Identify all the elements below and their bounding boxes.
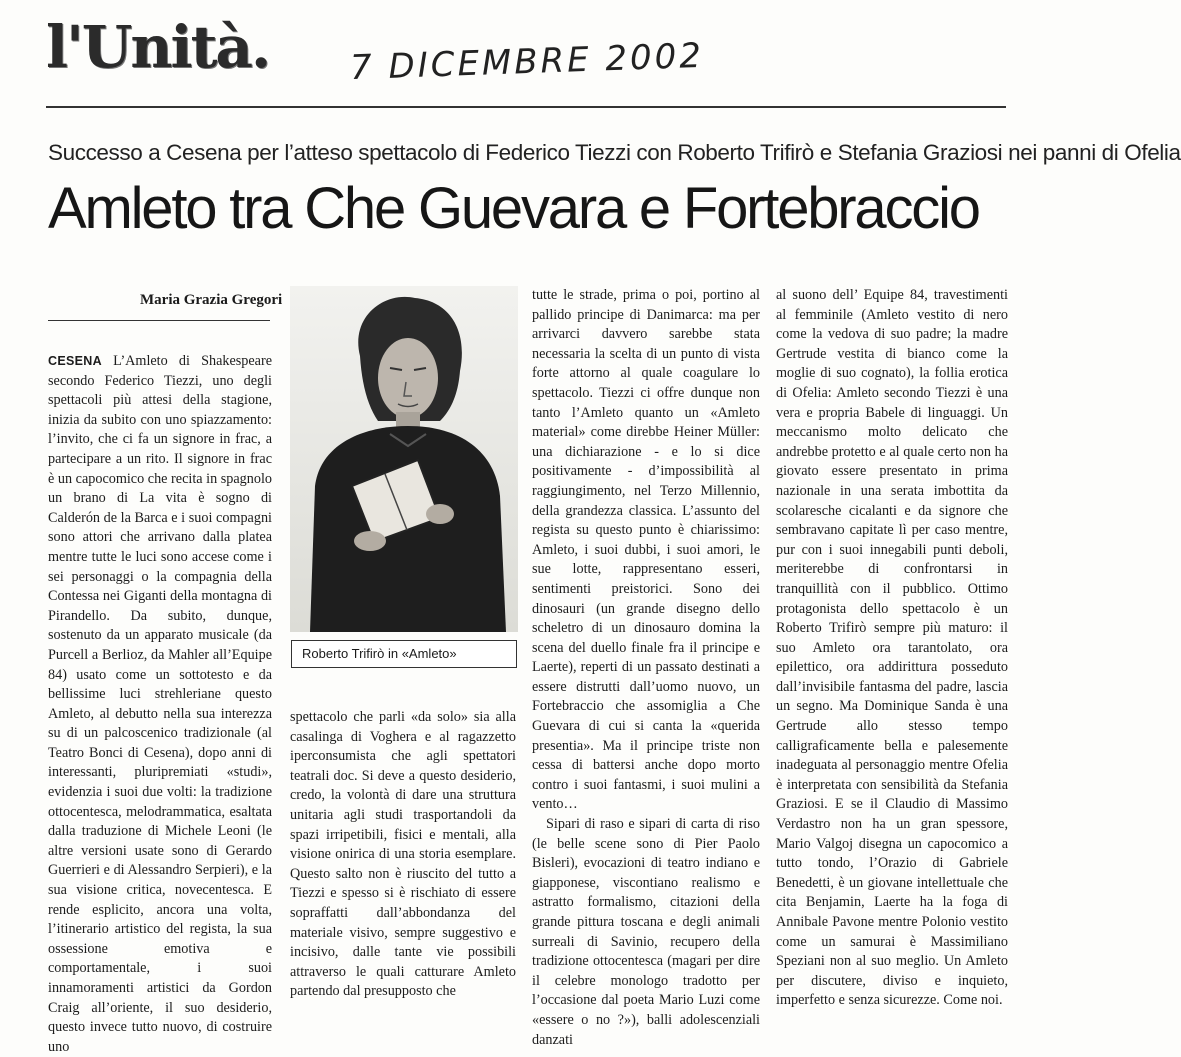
article-byline: Maria Grazia Gregori	[140, 292, 283, 308]
article-column-3	[532, 286, 760, 1050]
article-column-1	[48, 352, 272, 1057]
article-column-4	[776, 286, 1008, 1011]
masthead-rule	[46, 106, 1006, 108]
actor-photo	[290, 286, 518, 632]
byline-rule	[48, 320, 270, 321]
dateline: CESENA	[48, 354, 102, 368]
handwritten-date: 7 DICEMBRE 2002	[349, 35, 705, 89]
column-3-paragraph-1: tutte le strade, prima o poi, portino al pallido principe di Danimarca: ma per arrivarci davvero sarebbe stata necessaria la scelta di un punto di vista forte attorno al quale coagulare lo spettacolo. Tiezzi ci offre dunque non tanto l’Amleto quanto un «Amleto material» come direbbe Heiner Müller: una dichiarazione - e lo si dice positivamente - d’impossibilità al raggiungimento, nel Terzo Millennio, della grandezza classica. L’assunto del regista su questo punto è chiarissimo: Amleto, i suoi dubbi, i suoi amori, le sue lotte, rappresentano esseri, sentimenti preistorici. Sono dei dinosauri (un grande disegno dello scheletro di un dinosauro domina la scena del duello finale fra il principe e Laerte), reperti di un passato destinati a essere distrutti dall’uomo nuovo, un Fortebraccio che assomiglia a Che Guevara di cui si canta la «querida presentia». Ma il principe triste non cessa di battersi anche dopo morto contro i suoi fantasmi, i suoi mulini a vento…	[532, 287, 760, 813]
column-3-paragraph-2: Sipari di raso e sipari di carta di riso (le belle scene sono di Pier Paolo Bisleri), evocazioni di teatro indiano e giapponese, viscontiano realismo e astratto formalismo, citazioni della grande pittura toscana e degli animali surreali di Savinio, recupero della tradizione ottocentesca (magari per dire il celebre monologo tradotto per l’occasione dal poeta Mario Luzi come «essere o no ?»), balli adolescenziali danzati	[532, 816, 760, 1048]
column-4-text: al suono dell’ Equipe 84, travestimenti al femminile (Amleto vestito di nero come la vedova di suo padre; la madre Gertrude vestita di bianco come la moglie di suo cognato), la follia erotica di Ofelia: Amleto secondo Tiezzi è una vera e propria Babele di linguaggi. Un meccanismo molto delicato che andrebbe protetto e al quale certo non ha giovato essere presentato in prima nazionale in una serata imbottita da scolaresche cicalanti e da signore che sembravano capitate lì per caso mentre, pur con i suoi innegabili punti deboli, meriterebbe di confrontarsi in tranquillità con il pubblico. Ottimo protagonista dello spettacolo è un Roberto Trifirò sempre più maturo: il suo Amleto ora tarantolato, ora epilettico, ora addirittura posseduto dall’invisibile fantasma del padre, lascia un segno. Ma Dominique Sanda è una Gertrude allo stesso tempo calligraficamente bella e palesemente inadeguata al personaggio mentre Ofelia è interpretata con sensibilità da Stefania Graziosi. E se il Claudio di Massimo Verdastro non ha un gran spessore, Mario Valgoj disegna un capocomico a tutto tondo, l’Orazio di Gabriele Benedetti, è un giovane intellettuale che cita Benjamin, Laerte ha la foga di Annibale Pavone mentre Polonio vestito come un samurai è Massimiliano Speziani non al suo meglio. Un Amleto per discutere, diviso e inquieto, imperfetto e senza sicurezze. Come noi.	[776, 287, 1008, 1009]
article-kicker: Successo a Cesena per l’atteso spettacolo di Federico Tiezzi con Roberto Trifirò e Stefania Graziosi nei panni di Ofelia	[48, 140, 1181, 165]
newspaper-masthead: l'Unità.	[46, 13, 270, 81]
column-1-text: L’Amleto di Shakespeare secondo Federico Tiezzi, uno degli spettacoli più attesi della stagione, inizia da subito con uno spiazzamento: l’invito, che ci fa un signore in frac, a partecipare a un rito. Il signore in frac è un capocomico che recita in spagnolo un brano di La vita è sogno di Calderón de la Barca e i suoi compagni sono attori che arrivano dalla platea mentre tutte le luci sono accese come i sei personaggi o la compagnia della Contessa nei Giganti della montagna di Pirandello. Da subito, dunque, sostenuto da un apparato musicale (da Purcell a Berlioz, da Mahler all’Equipe 84) usato come un sottotesto e da bellissime luci strehleriane questo Amleto, al debutto nella sua interezza su di un palcoscenico tradizionale (al Teatro Bonci di Cesena), dopo anni di interessanti, pluripremiati «studi», evidenzia i suoi due volti: la tradizione ottocentesca, melodrammatica, esaltata dalla traduzione di Michele Leoni (le altre versioni usate sono di Gerardo Guerrieri e di Alessandro Serpieri), e la sua visione critica, novecentesca. E rende esplicito, ancora una volta, l’itinerario artistico del regista, la sua ossessione emotiva e comportamentale, i suoi innamoramenti artistici da Gordon Craig all’oriente, il suo desiderio, questo invece tutto nuovo, di costruire uno	[48, 353, 272, 1055]
article-headline: Amleto tra Che Guevara e Fortebraccio	[48, 176, 979, 241]
article-column-2	[290, 708, 516, 1002]
column-2-text: spettacolo che parli «da solo» sia alla casalinga di Voghera e al ragazzetto iperconsumista che agli spettatori teatrali doc. Si deve a questo desiderio, credo, la volontà di dare una struttura unitaria agli studi trasportandoli da spazi irripetibili, fisici e mentali, alla visione onirica di una storia esemplare. Questo salto non è riuscito del tutto a Tiezzi e spesso si è rischiato di essere sopraffatti dall’abbondanza del materiale visivo, sempre suggestivo e incisivo, dalle tante vie possibili attraverso le quali catturare Amleto partendo dal presupposto che	[290, 709, 516, 1000]
photo-caption: Roberto Trifirò in «Amleto»	[291, 640, 517, 668]
